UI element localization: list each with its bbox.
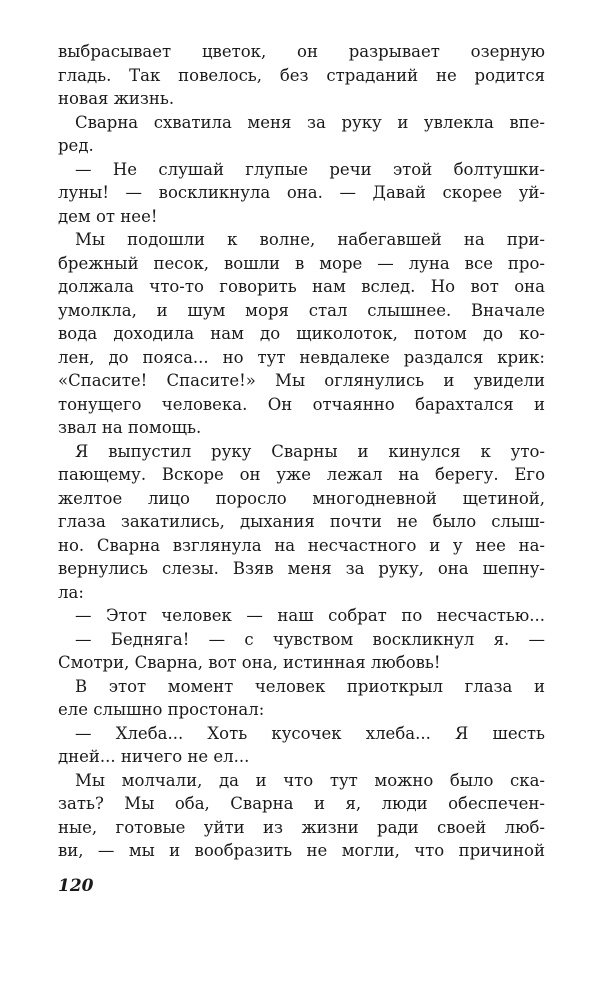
text-line: ви, — мы и вообразить не могли, что причиной: [58, 841, 545, 860]
page-body-text: [58, 40, 545, 863]
text-line: гладь. Так повелось, без страданий не родится: [58, 65, 545, 85]
text-line: пающему. Вскоре он уже лежал на берегу. Его: [58, 465, 545, 484]
text-line: зать? Мы оба, Сварна и я, люди обеспечен-: [58, 794, 545, 813]
text-line: звал на помощь.: [58, 418, 202, 437]
text-line: — Бедняга! — с чувством воскликнул я. —: [75, 629, 545, 649]
text-line: но. Сварна взглянула на несчастного и у нее на-: [58, 535, 545, 555]
text-line: Я выпустил руку Сварны и кинулся к уто-: [75, 441, 545, 461]
text-line: Сварна схватила меня за руку и увлекла впе-: [75, 112, 545, 132]
text-line: — Не слушай глупые речи этой болтушки-: [75, 159, 545, 179]
text-line: брежный песок, вошли в море — луна все про-: [58, 253, 545, 273]
text-line: — Этот человек — наш собрат по несчастью...: [75, 606, 545, 625]
text-line: — Хлеба... Хоть кусочек хлеба... Я шесть: [75, 723, 545, 743]
text-line: ные, готовые уйти из жизни ради своей люб-: [58, 817, 545, 837]
text-line: тонущего человека. Он отчаянно барахтался и: [58, 394, 545, 414]
text-line: дней... ничего не ел...: [58, 747, 250, 766]
text-line: должала что-то говорить нам вслед. Но вот она: [58, 277, 545, 296]
text-line: лен, до пояса... но тут невдалеке раздался крик:: [58, 347, 545, 367]
text-line: вода доходила нам до щиколоток, потом до ко-: [58, 324, 545, 343]
page-number: 120: [58, 876, 94, 896]
text-line: выбрасывает цветок, он разрывает озерную: [58, 42, 545, 61]
text-line: новая жизнь.: [58, 89, 175, 108]
text-line: ред.: [58, 136, 94, 155]
text-line: Мы молчали, да и что тут можно было ска-: [75, 770, 545, 790]
text-line: ла:: [58, 582, 84, 602]
text-line: еле слышно простонал:: [58, 700, 265, 719]
text-line: вернулись слезы. Взяв меня за руку, она шепну-: [58, 559, 545, 578]
text-line: Мы подошли к волне, набегавшей на при-: [75, 230, 545, 249]
text-line: «Спасите! Спасите!» Мы оглянулись и увидели: [58, 371, 545, 390]
text-line: Смотри, Сварна, вот она, истинная любовь!: [58, 653, 441, 672]
text-line: желтое лицо поросло многодневной щетиной,: [58, 488, 545, 508]
text-line: дем от нее!: [58, 206, 158, 226]
text-line: луны! — воскликнула она. — Давай скорее уй-: [58, 183, 545, 202]
text-line: умолкла, и шум моря стал слышнее. Вначале: [58, 300, 545, 320]
text-line: глаза закатились, дыхания почти не было слыш-: [58, 512, 545, 531]
text-line: В этот момент человек приоткрыл глаза и: [75, 676, 545, 696]
